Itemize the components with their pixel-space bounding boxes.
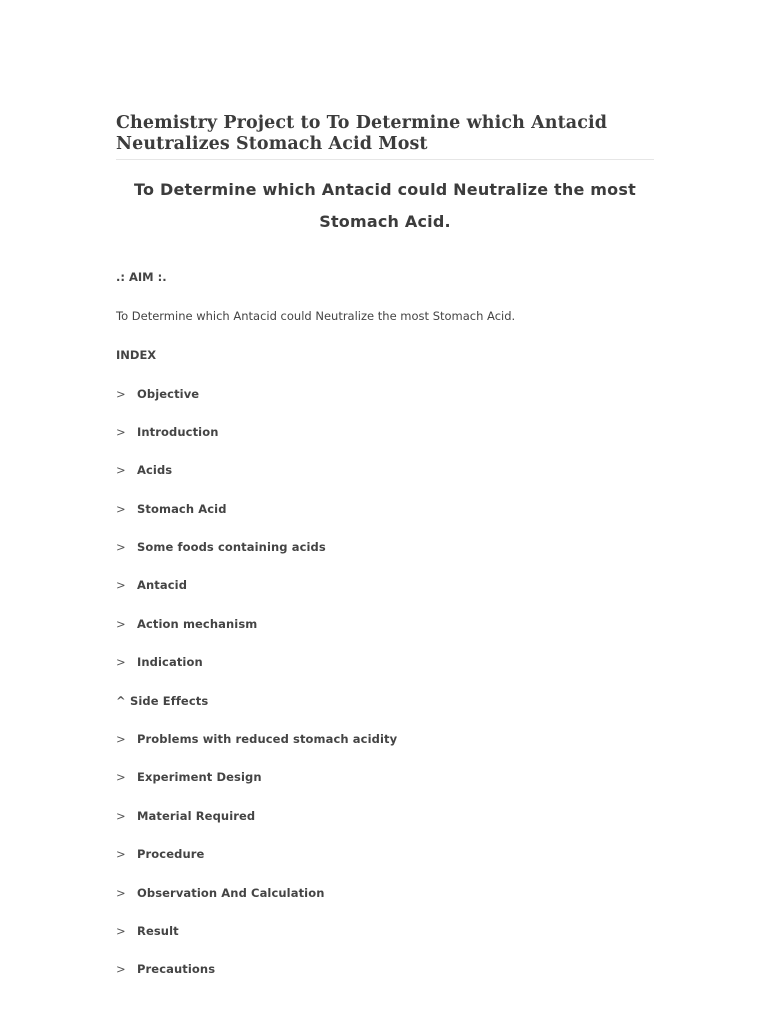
index-item-label: Precautions: [137, 962, 216, 977]
arrow-marker: >: [116, 501, 126, 516]
index-item: [116, 809, 654, 823]
index-item-label: Procedure: [137, 847, 205, 862]
post-content: [116, 113, 654, 1001]
index-list: [116, 387, 654, 977]
index-item-label: Experiment Design: [137, 770, 262, 785]
arrow-marker: >: [116, 578, 126, 593]
arrow-marker: >: [116, 808, 126, 823]
index-item: [116, 655, 654, 669]
index-item-label: Observation And Calculation: [137, 885, 325, 900]
index-item-label: Some foods containing acids: [137, 540, 326, 555]
arrow-marker: >: [116, 962, 126, 977]
aim-text: To Determine which Antacid could Neutralize the most Stomach Acid.: [116, 309, 516, 323]
index-item: [116, 770, 654, 784]
index-item: [116, 924, 654, 938]
aim-label: .: AIM :.: [116, 270, 167, 284]
index-item: [116, 886, 654, 900]
arrow-marker: >: [116, 540, 126, 555]
index-item-label: Result: [137, 923, 179, 938]
arrow-marker: >: [116, 770, 126, 785]
project-heading: To Determine which Antacid could Neutralize the most Stomach Acid.: [134, 180, 636, 231]
index-item: [116, 425, 654, 439]
index-label: INDEX: [116, 348, 157, 362]
arrow-marker: >: [116, 386, 126, 401]
index-item-label: Stomach Acid: [137, 501, 227, 516]
arrow-marker: >: [116, 923, 126, 938]
index-item-label: Acids: [137, 463, 173, 478]
index-item-label: Indication: [137, 655, 203, 670]
arrow-marker: >: [116, 616, 126, 631]
index-item: [116, 387, 654, 401]
arrow-marker: >: [116, 847, 126, 862]
index-item-label: Action mechanism: [137, 616, 258, 631]
arrow-marker: >: [116, 424, 126, 439]
index-item: [116, 463, 654, 477]
index-item-label: Side Effects: [130, 693, 209, 708]
index-item: [116, 732, 654, 746]
index-item: [116, 617, 654, 631]
index-item-label: Antacid: [137, 578, 188, 593]
index-item-label: Problems with reduced stomach acidity: [137, 732, 398, 747]
index-item-label: Objective: [137, 386, 200, 401]
arrow-marker: >: [116, 655, 126, 670]
index-item: [116, 578, 654, 592]
index-item-label: Introduction: [137, 424, 219, 439]
post-title: Chemistry Project to To Determine which Antacid Neutralizes Stomach Acid Most: [116, 113, 654, 160]
index-item: [116, 847, 654, 861]
index-item: [116, 694, 654, 708]
index-item: [116, 502, 654, 516]
index-item: [116, 540, 654, 554]
index-item: [116, 962, 654, 976]
arrow-marker: >: [116, 885, 126, 900]
arrow-marker: >: [116, 732, 126, 747]
arrow-marker: >: [116, 463, 126, 478]
caret-marker: ^: [116, 693, 126, 708]
index-item-label: Material Required: [137, 808, 256, 823]
